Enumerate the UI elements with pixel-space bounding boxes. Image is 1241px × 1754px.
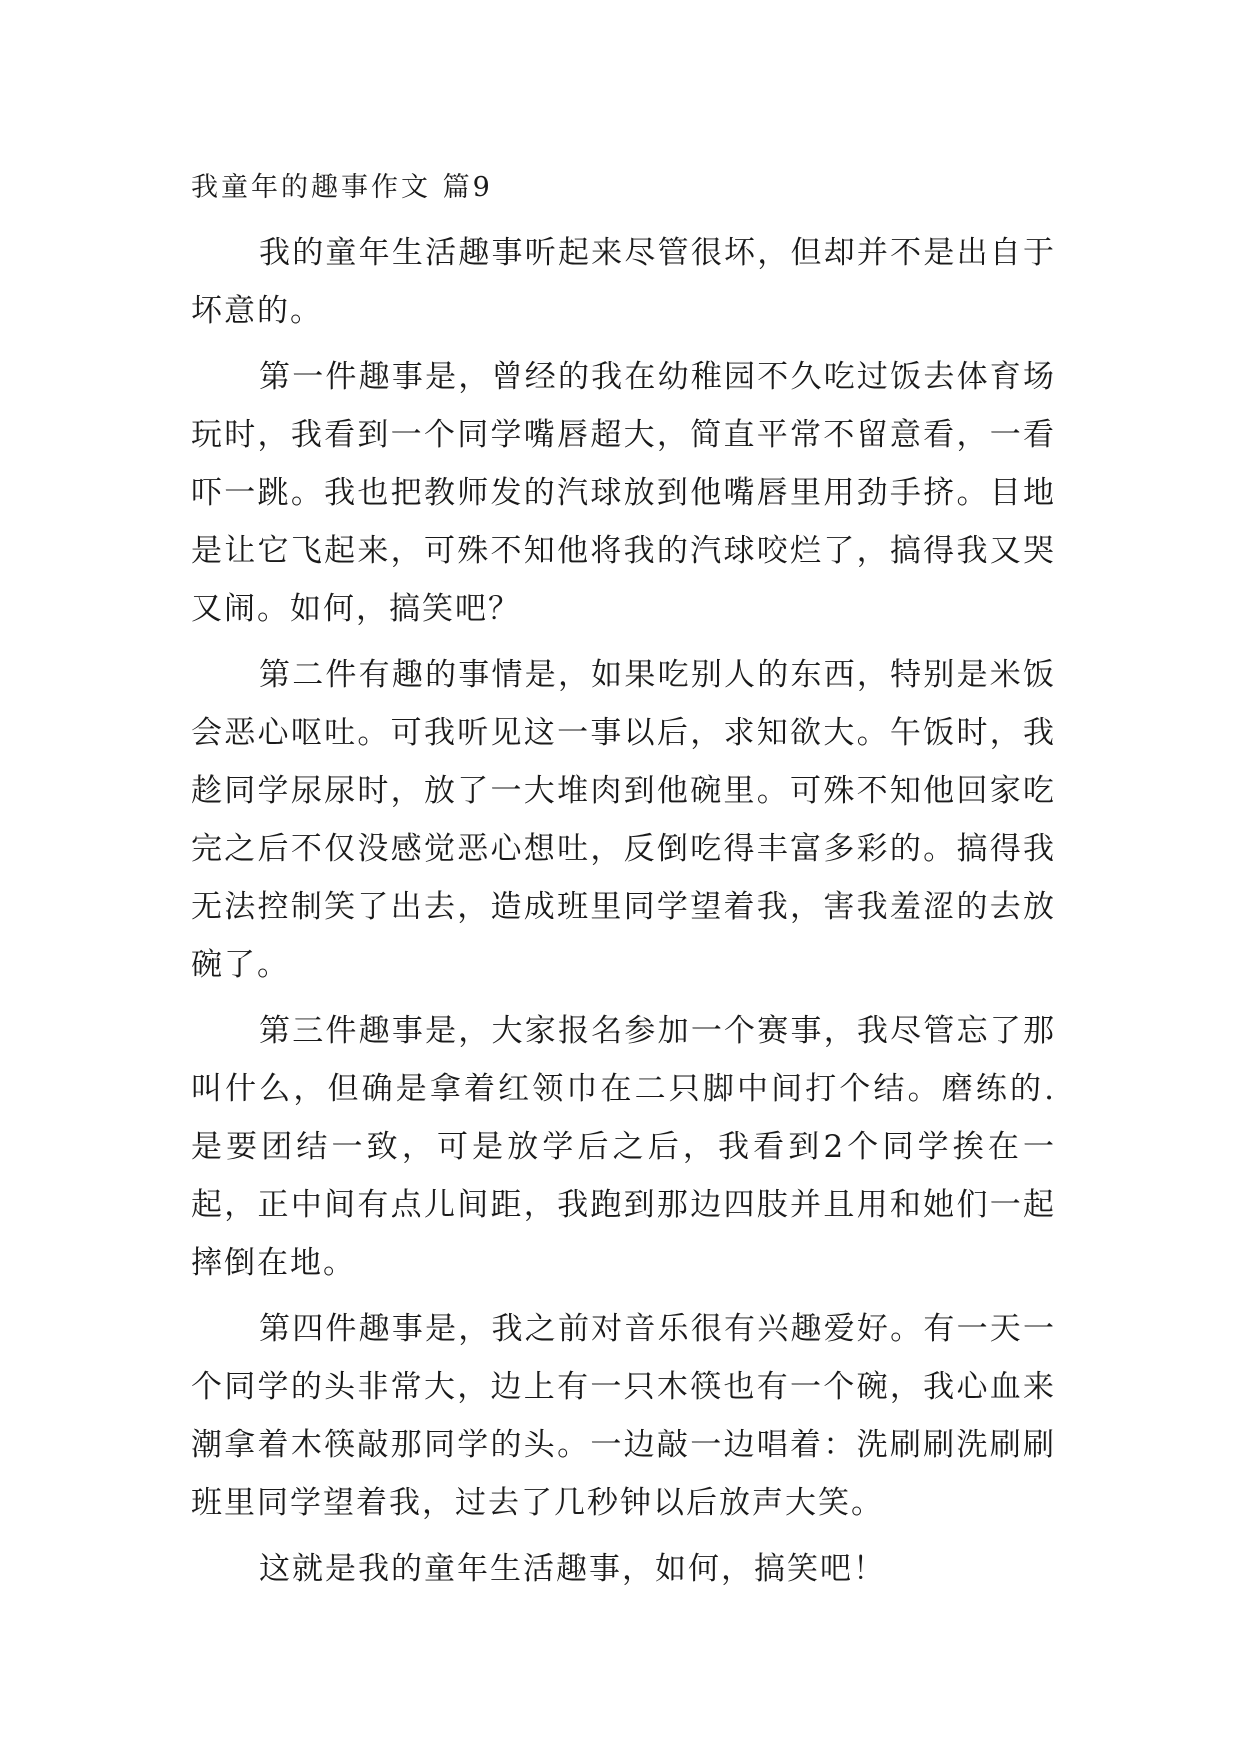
- paragraph: 我的童年生活趣事听起来尽管很坏，但却并不是出自于坏意的。: [191, 235, 1056, 329]
- paragraph: 第三件趣事是，大家报名参加一个赛事，我尽管忘了那叫什么，但确是拿着红领巾在二只脚中间打个结。磨练的.是要团结一致，可是放学后之后，我看到2个同学挨在一起，正中间有点儿间距，我跑到那边四肢并且用和她们一起摔倒在地。: [191, 1013, 1056, 1281]
- paragraph: 这就是我的童年生活趣事，如何，搞笑吧！: [259, 1551, 886, 1587]
- document-title: 我童年的趣事作文 篇9: [191, 172, 493, 203]
- paragraph: 第一件趣事是，曾经的我在幼稚园不久吃过饭去体育场玩时，我看到一个同学嘴唇超大，简直平常不留意看，一看吓一跳。我也把教师发的汽球放到他嘴唇里用劲手挤。目地是让它飞起来，可殊不知他将我的汽球咬烂了，搞得我又哭又闹。如何，搞笑吧？: [191, 359, 1056, 627]
- paragraph: 第二件有趣的事情是，如果吃别人的东西，特别是米饭会恶心呕吐。可我听见这一事以后，求知欲大。午饭时，我趁同学尿尿时，放了一大堆肉到他碗里。可殊不知他回家吃完之后不仅没感觉恶心想吐，反倒吃得丰富多彩的。搞得我无法控制笑了出去，造成班里同学望着我，害我羞涩的去放碗了。: [191, 657, 1056, 983]
- document-body: [191, 160, 1056, 1598]
- paragraph: 第四件趣事是，我之前对音乐很有兴趣爱好。有一天一个同学的头非常大，边上有一只木筷也有一个碗，我心血来潮拿着木筷敲那同学的头。一边敲一边唱着：洗刷刷洗刷刷班里同学望着我，过去了几秒钟以后放声大笑。: [191, 1311, 1056, 1521]
